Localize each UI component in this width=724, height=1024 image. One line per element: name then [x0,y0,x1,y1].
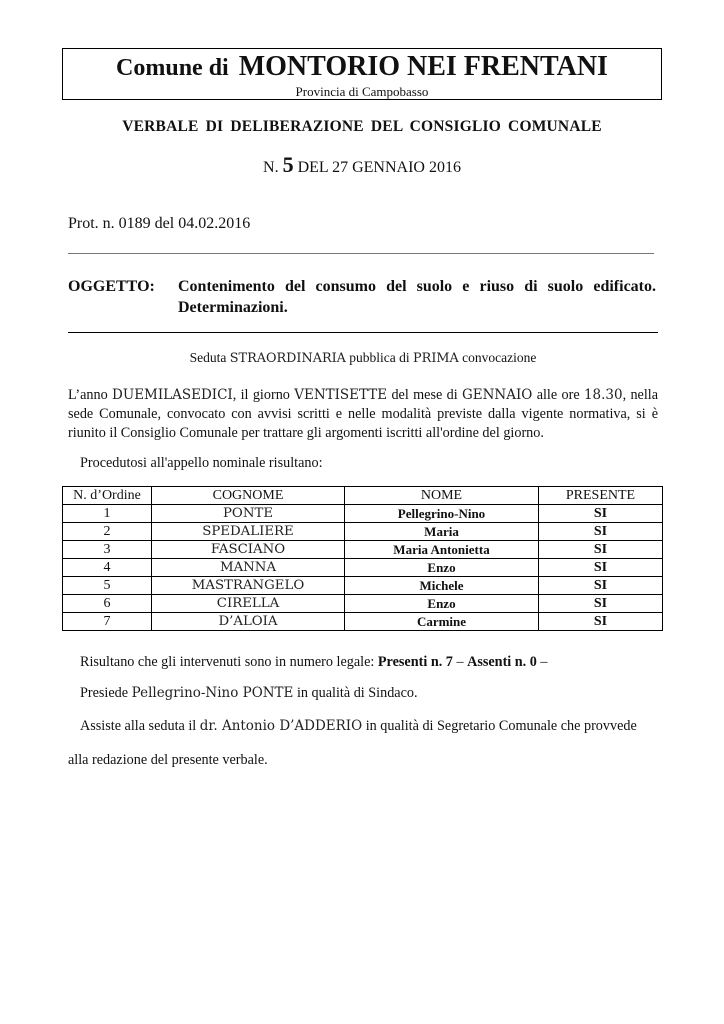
cell-cognome: PONTE [152,505,345,523]
divider [68,332,658,333]
cell-presente: SI [539,559,663,577]
assenti-count: Assenti n. 0 [467,654,537,670]
divider [68,253,654,254]
cell-n: 3 [63,541,152,559]
delibera-n-label: N. [263,159,279,176]
intro-paragraph [68,386,658,443]
intro-text: del mese di [391,387,458,403]
cell-nome: Maria Antonietta [345,541,539,559]
cell-n: 4 [63,559,152,577]
delibera-number [62,152,662,178]
cell-n: 7 [63,613,152,631]
comune-title [62,52,662,83]
delibera-number-value: 5 [282,152,294,177]
comune-prefix: Comune di [116,55,229,81]
cell-cognome: CIRELLA [152,595,345,613]
cell-presente: SI [539,541,663,559]
intro-mese: GENNAIO [462,387,533,403]
seduta-tipo: STRAORDINARIA [229,351,346,366]
cell-presente: SI [539,523,663,541]
cell-cognome: MASTRANGELO [152,577,345,595]
header-presente: PRESENTE [539,487,663,505]
cell-cognome: D’ALOIA [152,613,345,631]
seduta-line [68,350,658,366]
cell-n: 1 [63,505,152,523]
assiste-line [80,718,637,735]
intro-giorno: VENTISETTE [294,387,388,403]
table-row [63,613,663,631]
intro-text: L’anno [68,387,108,403]
assiste-name: dr. Antonio D’ADDERIO [199,718,363,734]
comune-name: MONTORIO NEI FRENTANI [238,51,608,82]
presiede-suffix: in qualità di Sindaco. [296,685,418,701]
protocollo: Prot. n. 0189 del 04.02.2016 [68,215,251,232]
intro-text: , nella sede Comunale, convocato con avvisi scritti e nelle modalità previste dalla vigente normativa, si è riunito il Consiglio Comunale per trattare gli argomenti iscritti all'ordine del giorno. [68,387,659,441]
cell-n: 2 [63,523,152,541]
cell-nome: Enzo [345,595,539,613]
dash: – [540,654,548,670]
table-header-row [63,487,663,505]
cell-cognome: FASCIANO [152,541,345,559]
presiede-line [80,685,418,702]
cell-presente: SI [539,505,663,523]
oggetto-label: OGGETTO: [68,278,155,295]
redazione-line: alla redazione del presente verbale. [68,752,268,768]
header-nome: NOME [345,487,539,505]
header-cognome: COGNOME [152,487,345,505]
table-row [63,505,663,523]
risultano-text: Risultano che gli intervenuti sono in numero legale: [80,654,375,670]
cell-nome: Maria [345,523,539,541]
cell-n: 6 [63,595,152,613]
seduta-prefix: Seduta [189,350,227,365]
table-row [63,541,663,559]
cell-cognome: SPEDALIERE [152,523,345,541]
verbale-title: VERBALE DI DELIBERAZIONE DEL CONSIGLIO COMUNALE [122,118,602,135]
table-row [63,595,663,613]
seduta-suffix: convocazione [462,350,537,365]
cell-nome: Carmine [345,613,539,631]
intro-ora: 18.30 [583,387,623,403]
seduta-convocazione: PRIMA [413,351,459,366]
cell-presente: SI [539,613,663,631]
cell-nome: Michele [345,577,539,595]
assiste-prefix: Assiste alla seduta il [80,718,197,734]
cell-presente: SI [539,595,663,613]
presiede-prefix: Presiede [80,685,129,701]
table-row [63,559,663,577]
assiste-suffix: in qualità di Segretario Comunale che provvede [365,718,637,734]
cell-nome: Enzo [345,559,539,577]
oggetto-text-line1: Contenimento del consumo del suolo e riuso di suolo edificato. [178,278,656,295]
table-row [63,523,663,541]
intro-anno: DUEMILASEDICI [112,387,233,403]
oggetto-text-line2: Determinazioni. [178,299,288,316]
risultano-line [80,654,548,671]
cell-nome: Pellegrino-Nino [345,505,539,523]
seduta-middle: pubblica di [349,350,410,365]
appello-text: Procedutosi all'appello nominale risultano: [80,455,323,471]
presiede-name: Pellegrino-Nino PONTE [131,685,294,701]
cell-cognome: MANNA [152,559,345,577]
intro-text: alle ore [536,387,580,403]
delibera-date: DEL 27 GENNAIO 2016 [297,159,461,176]
intro-text: , il giorno [232,387,290,403]
header-n-ordine: N. d’Ordine [63,487,152,505]
provincia-label: Provincia di Campobasso [295,84,429,99]
presenti-count: Presenti n. 7 [377,654,453,670]
cell-n: 5 [63,577,152,595]
table-row [63,577,663,595]
cell-presente: SI [539,577,663,595]
dash: – [456,654,464,670]
council-table [62,486,663,631]
